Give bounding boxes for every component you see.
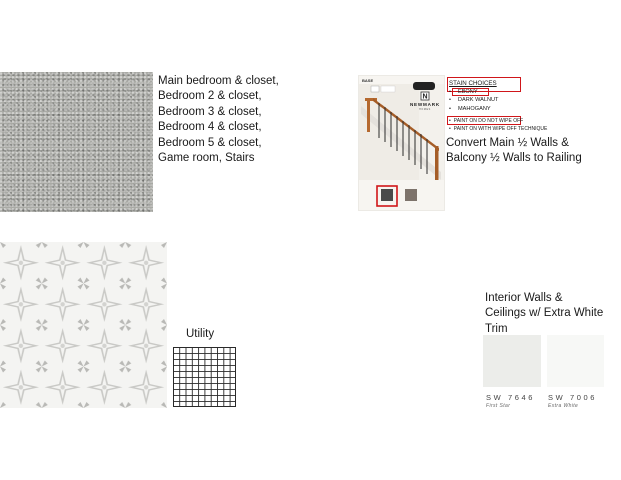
paint-option: • PAINT ON WITH WIPE OFF TECHNIQUE	[449, 125, 547, 133]
ebony-sample-chip	[381, 189, 393, 201]
carpet-area-line: Game room, Stairs	[158, 152, 255, 165]
paint-swatch-name: Extra White	[548, 403, 579, 409]
stain-choices-title: STAIN CHOICES	[449, 80, 497, 87]
utility-mosaic-tile-image	[173, 347, 236, 407]
stain-option: • EBONY	[449, 88, 498, 96]
carpet-area-line: Bedroom 3 & closet,	[158, 105, 262, 118]
paint-option: • PAINT ON DO NOT WIPE OFF	[449, 117, 547, 125]
carpet-area-line: Main bedroom & closet,	[158, 75, 279, 87]
stain-option: • DARK WALNUT	[449, 96, 498, 104]
brand-sub-text: HOMES	[419, 108, 431, 111]
railing-conversion-text	[446, 136, 616, 167]
stain-option: • MAHOGANY	[449, 105, 498, 113]
railing-conversion-line: Convert Main ½ Walls &	[446, 137, 569, 149]
brand-name-text: NEWMARK	[409, 102, 441, 107]
paint-swatch-first-star	[483, 335, 541, 387]
stair-railing-illustration	[359, 76, 444, 210]
railing-conversion-line: Balcony ½ Walls to Railing	[446, 152, 582, 165]
floor-tile-swatch-image	[0, 242, 167, 408]
carpet-area-line: Bedroom 2 & closet,	[158, 90, 262, 103]
interior-paint-text	[485, 291, 605, 337]
walnut-sample-chip	[405, 189, 417, 201]
interior-paint-line: Ceilings w/ Extra White	[485, 307, 604, 320]
paint-swatch-extra-white	[547, 335, 604, 387]
carpet-areas-text	[158, 74, 318, 166]
stair-railing-card	[359, 76, 444, 210]
carpet-area-line: Bedroom 5 & closet,	[158, 136, 262, 149]
paint-swatch-code: SW 7006	[548, 393, 598, 402]
carpet-area-line: Bedroom 4 & closet,	[158, 121, 262, 134]
interior-paint-line: Interior Walls &	[485, 292, 563, 304]
carpet-swatch-image	[0, 72, 153, 212]
paint-swatch-code: SW 7646	[486, 393, 536, 402]
interior-paint-line: Trim	[485, 322, 508, 335]
card-label: BASE	[362, 78, 374, 83]
utility-label: Utility	[186, 328, 215, 340]
paint-swatch-name: First Star	[486, 403, 511, 409]
svg-text:N: N	[422, 93, 428, 101]
ebony-selected-highlight	[452, 88, 489, 96]
paint-options-list	[449, 117, 547, 133]
